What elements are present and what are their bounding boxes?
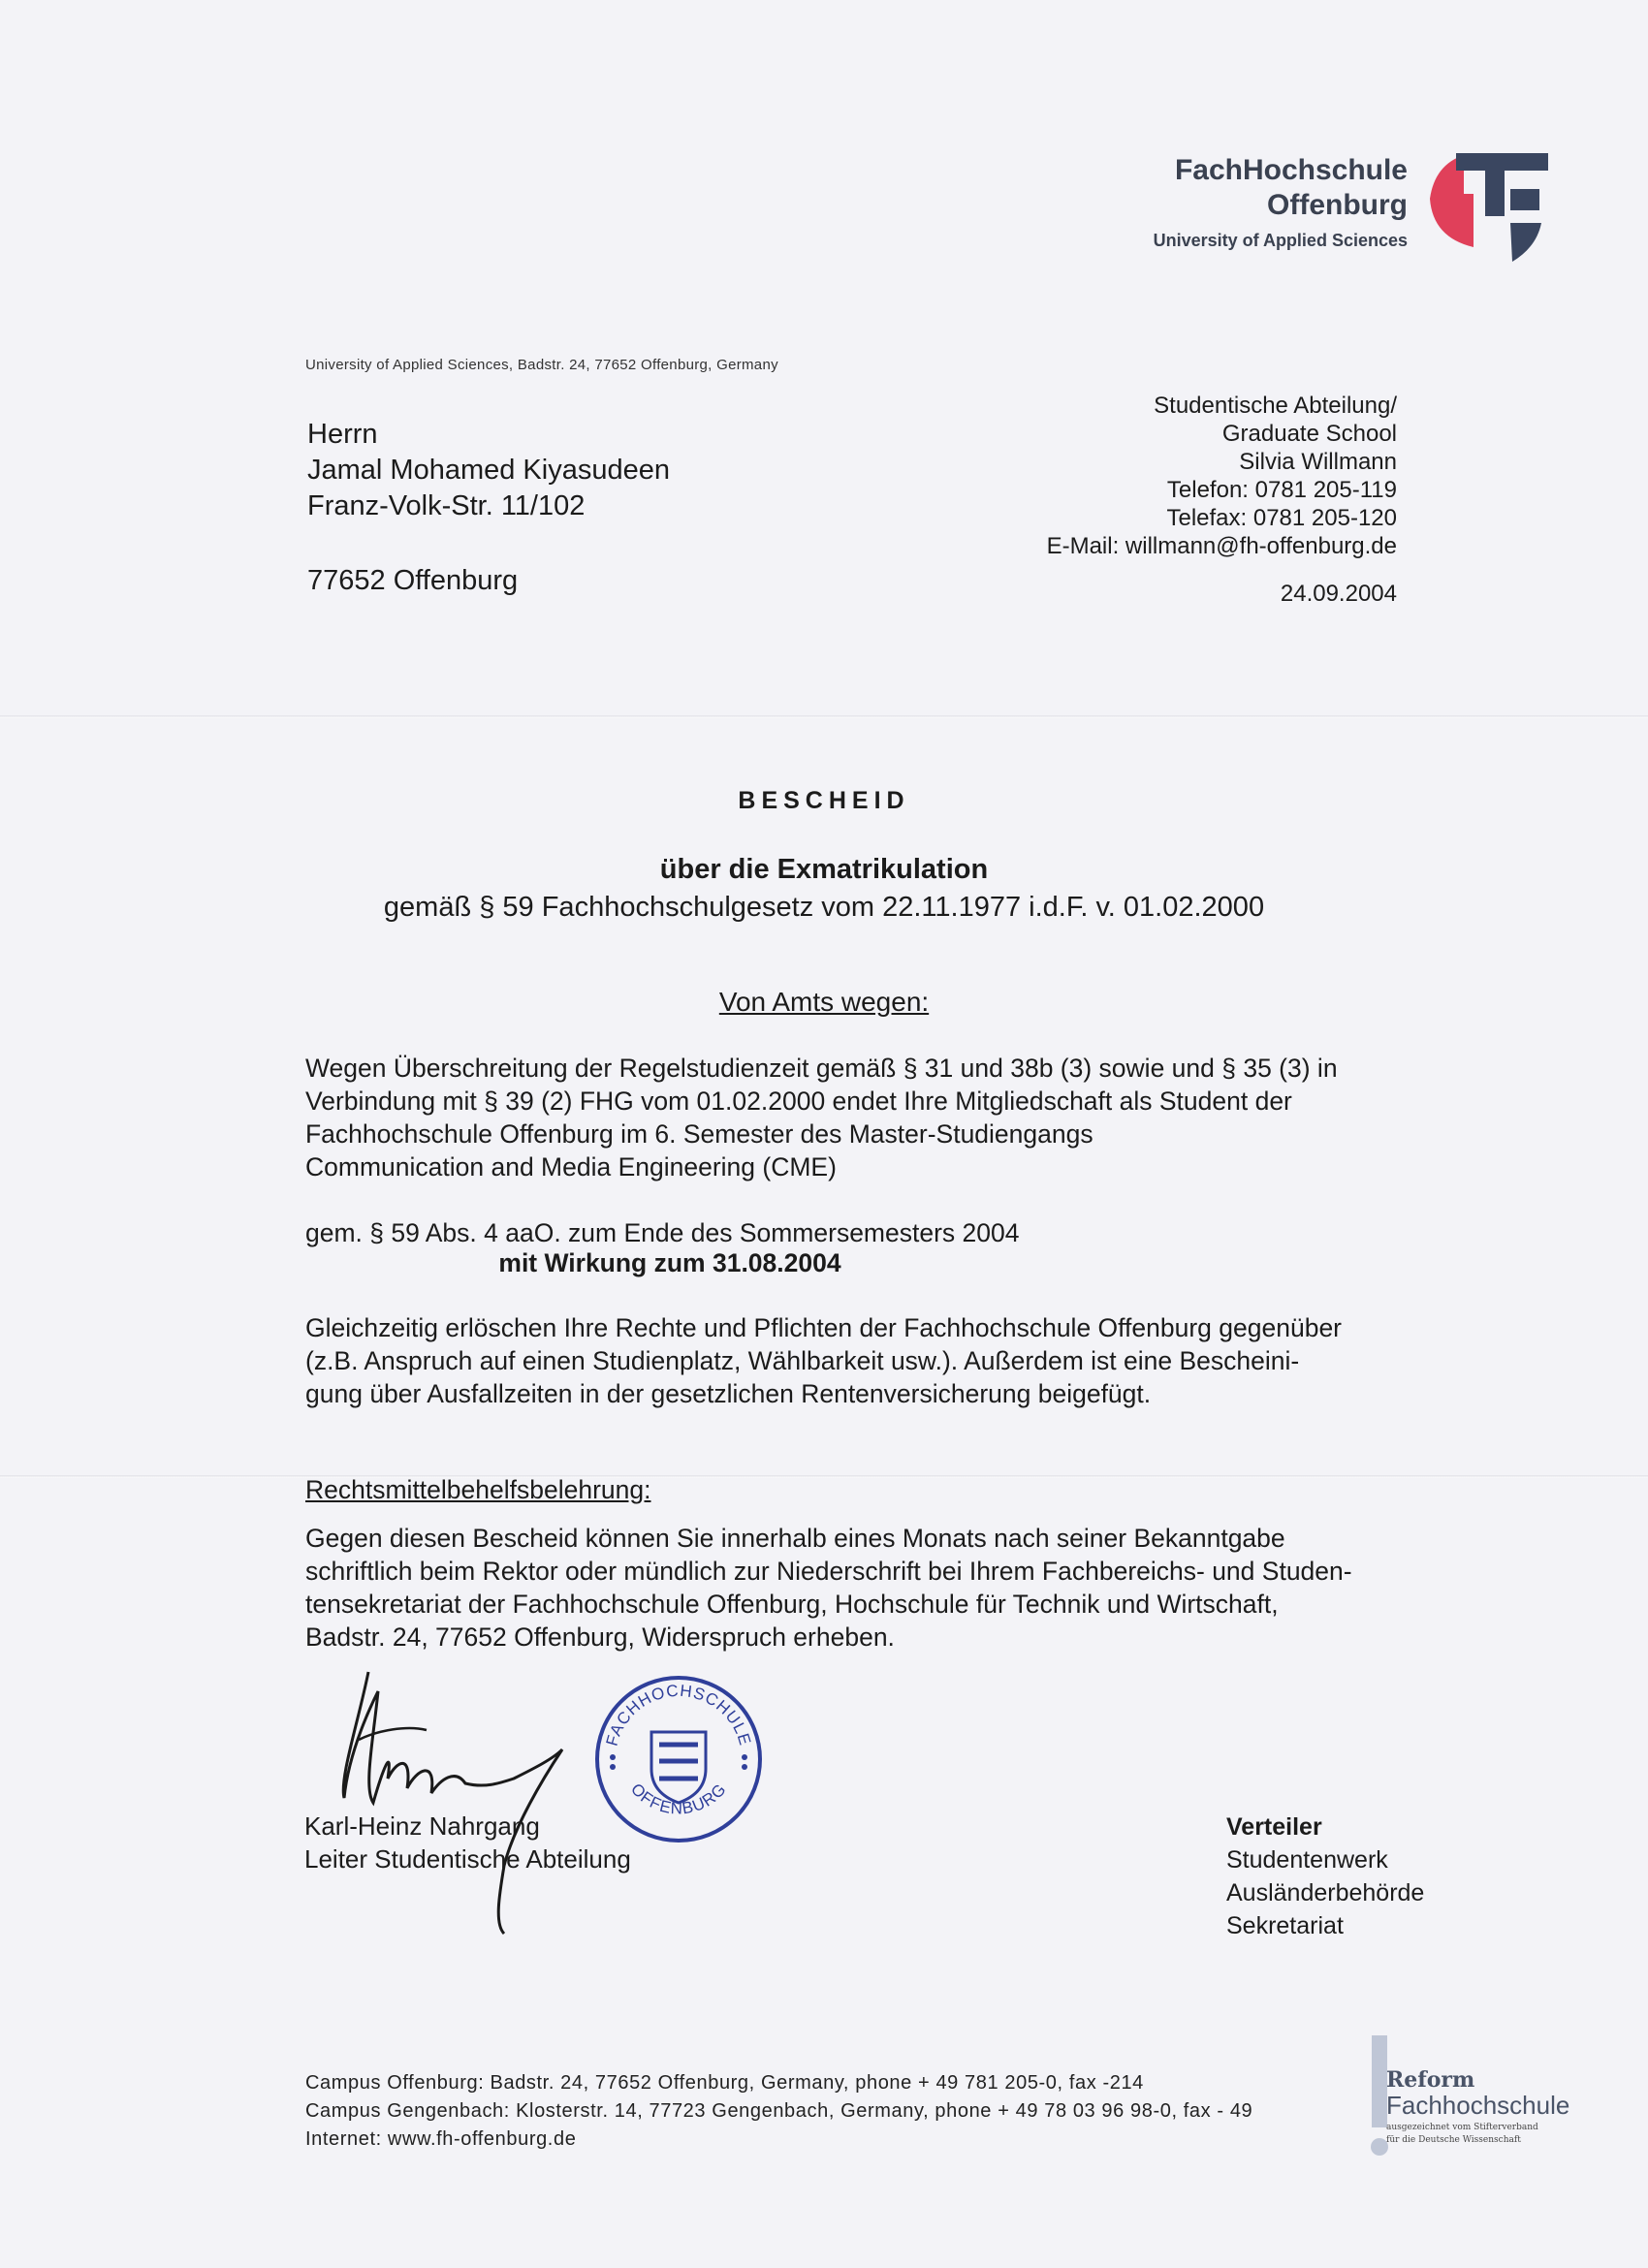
- reform-title: Reform: [1386, 2067, 1475, 2093]
- effective-date: mit Wirkung zum 31.08.2004: [498, 1248, 841, 1277]
- handwritten-signature: [320, 1662, 611, 1953]
- text-line: tensekretariat der Fachhochschule Offenburg, Hochschule für Technik und Wirtschaft,: [305, 1590, 1279, 1619]
- legal-remedy-heading: Rechtsmittelbehelfsbelehrung:: [305, 1475, 651, 1504]
- sender-address-line: University of Applied Sciences, Badstr. 24, 77652 Offenburg, Germany: [305, 357, 778, 373]
- distribution-list: [1226, 1811, 1424, 1942]
- text-line: Gleichzeitig erlöschen Ihre Rechte und Pflichten der Fachhochschule Offenburg gegenüber: [305, 1313, 1343, 1342]
- text-line: schriftlich beim Rektor oder mündlich zur Niederschrift bei Ihrem Fachbereichs- und Studen-: [305, 1557, 1352, 1586]
- letter-date: 24.09.2004: [1280, 581, 1397, 607]
- contact-email: E-Mail: willmann@fh-offenburg.de: [1046, 533, 1397, 559]
- document-title: BESCHEID: [738, 787, 910, 814]
- text-line: Fachhochschule Offenburg im 6. Semester des Master-Studiengangs: [305, 1119, 1093, 1149]
- footer-line: Internet: www.fh-offenburg.de: [305, 2128, 577, 2150]
- text-line: (z.B. Anspruch auf einen Studienplatz, Wählbarkeit usw.). Außerdem ist eine Bescheini-: [305, 1346, 1300, 1375]
- text-line: Wegen Überschreitung der Regelstudienzeit gemäß § 31 und 38b (3) sowie und § 35 (3) in: [305, 1054, 1338, 1083]
- institution-logo-text: [1154, 153, 1408, 251]
- text-line: gung über Ausfallzeiten in der gesetzlichen Rentenversicherung beigefügt.: [305, 1379, 1152, 1408]
- contact-person: Silvia Willmann: [1239, 449, 1397, 475]
- text-line: Badstr. 24, 77652 Offenburg, Widerspruch erheben.: [305, 1622, 895, 1652]
- recipient-street: Franz-Volk-Str. 11/102: [307, 490, 586, 521]
- stamp-bottom-text: OFFENBURG: [626, 1780, 731, 1818]
- contact-fax: Telefax: 0781 205-120: [1166, 505, 1397, 531]
- paragraph-effective: gem. § 59 Abs. 4 aaO. zum Ende des Sommersemesters 2004: [305, 1218, 1020, 1247]
- signer-name: Karl-Heinz Nahrgang: [304, 1811, 540, 1841]
- svg-text:FACHHOCHSCHULE: [603, 1682, 755, 1748]
- institution-subtitle: University of Applied Sciences: [1153, 231, 1408, 250]
- reform-subline: für die Deutsche Wissenschaft: [1386, 2135, 1521, 2145]
- signer-block: [304, 1810, 631, 1875]
- stamp-top-text: FACHHOCHSCHULE: [602, 1681, 755, 1748]
- text-line: Communication and Media Engineering (CME): [305, 1152, 837, 1181]
- footer-address: [305, 2069, 1252, 2154]
- recipient-salutation: Herrn: [307, 419, 378, 450]
- reform-logo: [1386, 2067, 1569, 2146]
- paper-fold: [0, 1475, 1648, 1478]
- distribution-item: Ausländerbehörde: [1226, 1879, 1425, 1906]
- text-line: Gegen diesen Bescheid können Sie innerhalb eines Monats nach seiner Bekanntgabe: [305, 1524, 1285, 1553]
- recipient-city: 77652 Offenburg: [307, 565, 519, 596]
- distribution-heading: Verteiler: [1226, 1813, 1322, 1841]
- institution-name-line1: FachHochschule: [1174, 154, 1408, 186]
- reform-subline: ausgezeichnet vom Stifterverband: [1386, 2123, 1538, 2132]
- svg-text:OFFENBURG: [627, 1780, 730, 1817]
- contact-dept-line1: Studentische Abteilung/: [1154, 393, 1397, 419]
- paragraph-exmatriculation: [305, 1052, 1401, 1183]
- institution-name-line2: Offenburg: [1267, 189, 1408, 221]
- document-subtitle: über die Exmatrikulation: [659, 854, 989, 885]
- amts-heading: Von Amts wegen:: [718, 987, 930, 1017]
- paragraph-rights: [305, 1311, 1401, 1410]
- paragraph-legal-remedy: [305, 1522, 1401, 1654]
- recipient-name: Jamal Mohamed Kiyasudeen: [307, 455, 670, 486]
- distribution-item: Sekretariat: [1226, 1912, 1344, 1939]
- contact-block: [1047, 392, 1397, 608]
- recipient-address: [307, 417, 670, 599]
- contact-dept-line2: Graduate School: [1221, 421, 1397, 447]
- text-line: Verbindung mit § 39 (2) FHG vom 01.02.2000 endet Ihre Mitgliedschaft als Student der: [305, 1087, 1292, 1116]
- signer-role: Leiter Studentische Abteilung: [304, 1844, 631, 1874]
- paper-fold: [0, 715, 1648, 718]
- footer-line: Campus Gengenbach: Klosterstr. 14, 77723 Gengenbach, Germany, phone + 49 78 03 96 98-0, fax - 49: [305, 2100, 1253, 2122]
- footer-line: Campus Offenburg: Badstr. 24, 77652 Offenburg, Germany, phone + 49 781 205-0, fax -214: [305, 2072, 1144, 2094]
- fh-logo-icon: [1425, 136, 1551, 267]
- document-legal-basis: gemäß § 59 Fachhochschulgesetz vom 22.11.1977 i.d.F. v. 01.02.2000: [383, 892, 1265, 923]
- reform-name: Fachhochschule: [1386, 2091, 1570, 2120]
- contact-phone: Telefon: 0781 205-119: [1166, 477, 1397, 503]
- distribution-item: Studentenwerk: [1226, 1846, 1388, 1874]
